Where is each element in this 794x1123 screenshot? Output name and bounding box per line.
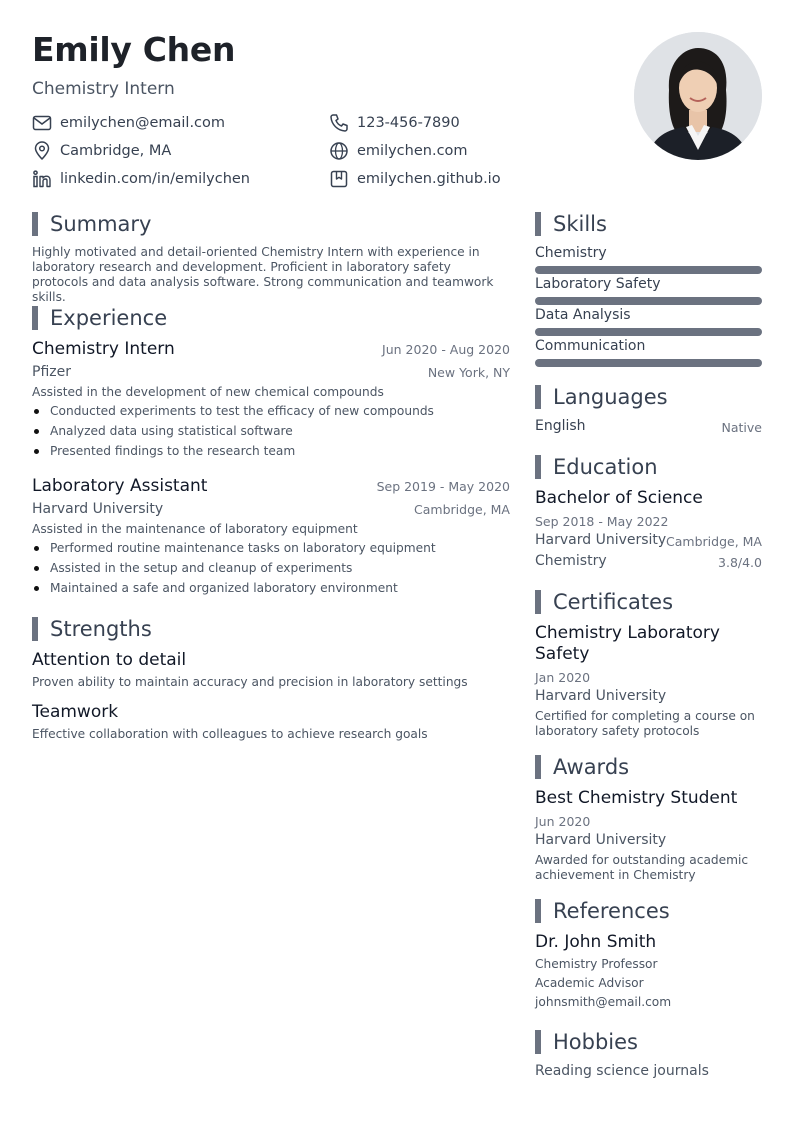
education-field: Chemistry (535, 553, 607, 569)
education-heading-label: Education (553, 455, 658, 479)
skill-label: Communication (535, 338, 646, 354)
contact-phone[interactable] (329, 112, 460, 134)
certificate-issuer: Harvard University (535, 688, 667, 704)
mail-icon (32, 113, 52, 133)
section-accent-bar (535, 385, 541, 409)
strength-title: Attention to detail (32, 650, 187, 670)
contact-github-text: emilychen.github.io (357, 171, 501, 187)
strengths-heading (32, 617, 152, 641)
education-gpa: 3.8/4.0 (718, 555, 762, 570)
reference-email[interactable]: johnsmith@email.com (535, 995, 672, 1009)
strength-title: Teamwork (32, 702, 119, 722)
references-heading-label: References (553, 899, 670, 923)
award-issuer: Harvard University (535, 832, 667, 848)
language-name: English (535, 418, 586, 434)
skill-label: Chemistry (535, 245, 607, 261)
strength-text: Proven ability to maintain accuracy and precision in laboratory settings (32, 675, 468, 689)
hobbies-heading-label: Hobbies (553, 1030, 638, 1054)
experience-bullet (34, 541, 436, 555)
section-accent-bar (535, 899, 541, 923)
certificate-title-line1: Chemistry Laboratory (535, 623, 720, 643)
education-location: Cambridge, MA (666, 534, 762, 549)
experience-bullet-text: Conducted experiments to test the efficacy of new compounds (50, 404, 434, 418)
strengths-heading-label: Strengths (50, 617, 152, 641)
experience-bullet-text: Assisted in the setup and cleanup of experiments (50, 561, 353, 575)
certificates-heading (535, 590, 673, 614)
contact-phone-text: 123-456-7890 (357, 115, 460, 131)
experience-bullet-text: Analyzed data using statistical software (50, 424, 293, 438)
certificate-text-line1: Certified for completing a course on (535, 709, 755, 723)
experience-bullet (34, 444, 295, 458)
skills-heading-label: Skills (553, 212, 607, 236)
experience-bullet-text: Performed routine maintenance tasks on laboratory equipment (50, 541, 436, 555)
award-text-line2: achievement in Chemistry (535, 868, 696, 882)
section-accent-bar (535, 755, 541, 779)
experience-heading-label: Experience (50, 306, 168, 330)
section-accent-bar (535, 455, 541, 479)
strength-text: Effective collaboration with colleagues to achieve research goals (32, 727, 428, 741)
bullet-dot (34, 566, 39, 571)
education-degree: Bachelor of Science (535, 488, 703, 508)
github-icon (329, 169, 349, 189)
experience-title: Chemistry Intern (32, 339, 175, 359)
bullet-dot (34, 429, 39, 434)
experience-dates: Sep 2019 - May 2020 (376, 479, 510, 494)
contact-email-text: emilychen@email.com (60, 115, 226, 131)
contact-website-text: emilychen.com (357, 143, 468, 159)
language-level: Native (721, 420, 762, 435)
experience-location: New York, NY (427, 365, 510, 380)
references-heading (535, 899, 670, 923)
award-title: Best Chemistry Student (535, 788, 738, 808)
profile-photo (634, 32, 762, 160)
languages-heading-label: Languages (553, 385, 668, 409)
skill-bar (535, 328, 762, 336)
certificates-heading-label: Certificates (553, 590, 674, 614)
certificate-title-line2: Safety (535, 644, 590, 664)
reference-relation: Academic Advisor (535, 976, 644, 990)
contact-linkedin-text: linkedin.com/in/emilychen (60, 171, 250, 187)
experience-heading (32, 306, 167, 330)
contact-linkedin[interactable] (32, 168, 250, 190)
summary-text: Highly motivated and detail-oriented Chemistry Intern with experience in laboratory research and development. Proficient in laboratory safety protocols and data analysis software. Strong communication and teamwork skills. (32, 245, 494, 304)
experience-bullet (34, 561, 352, 575)
experience-bullet-text: Maintained a safe and organized laboratory environment (50, 581, 398, 595)
globe-icon (329, 141, 349, 161)
hobbies-heading (535, 1030, 638, 1054)
bullet-dot (34, 449, 39, 454)
section-accent-bar (32, 617, 38, 641)
contact-location-text: Cambridge, MA (60, 143, 172, 159)
candidate-name: Emily Chen (32, 30, 236, 69)
education-dates: Sep 2018 - May 2022 (535, 514, 669, 529)
section-accent-bar (535, 212, 541, 236)
awards-heading-label: Awards (553, 755, 630, 779)
contact-email[interactable] (32, 112, 225, 134)
bullet-dot (34, 409, 39, 414)
skill-bar (535, 297, 762, 305)
bullet-dot (34, 586, 39, 591)
reference-name: Dr. John Smith (535, 932, 657, 952)
summary-heading (32, 212, 151, 236)
section-accent-bar (535, 590, 541, 614)
section-accent-bar (32, 212, 38, 236)
contact-github[interactable] (329, 168, 501, 190)
skills-heading (535, 212, 607, 236)
section-accent-bar (32, 306, 38, 330)
certificate-text-line2: laboratory safety protocols (535, 724, 700, 738)
education-school: Harvard University (535, 532, 667, 548)
certificate-date: Jan 2020 (535, 670, 591, 685)
education-heading (535, 455, 658, 479)
experience-company: Harvard University (32, 501, 164, 517)
skill-bar (535, 266, 762, 274)
award-date: Jun 2020 (535, 814, 591, 829)
experience-company: Pfizer (32, 364, 71, 380)
linkedin-icon (32, 169, 52, 189)
candidate-title: Chemistry Intern (32, 79, 175, 99)
skill-bar (535, 359, 762, 367)
experience-bullet (34, 581, 398, 595)
hobby-item: Reading science journals (535, 1063, 709, 1079)
experience-description: Assisted in the maintenance of laboratory equipment (32, 522, 358, 536)
phone-icon (329, 113, 349, 133)
experience-description: Assisted in the development of new chemical compounds (32, 385, 384, 399)
section-accent-bar (535, 1030, 541, 1054)
experience-bullet (34, 424, 293, 438)
skill-label: Laboratory Safety (535, 276, 661, 292)
bullet-dot (34, 546, 39, 551)
experience-bullet (34, 404, 434, 418)
languages-heading (535, 385, 668, 409)
contact-website[interactable] (329, 140, 468, 162)
awards-heading (535, 755, 629, 779)
skill-label: Data Analysis (535, 307, 631, 323)
award-text-line1: Awarded for outstanding academic (535, 853, 749, 867)
experience-dates: Jun 2020 - Aug 2020 (382, 342, 510, 357)
location-icon (32, 141, 52, 161)
experience-bullet-text: Presented findings to the research team (50, 444, 296, 458)
reference-role: Chemistry Professor (535, 957, 658, 971)
contact-location (32, 140, 171, 162)
summary-heading-label: Summary (50, 212, 152, 236)
experience-title: Laboratory Assistant (32, 476, 208, 496)
experience-location: Cambridge, MA (414, 502, 510, 517)
